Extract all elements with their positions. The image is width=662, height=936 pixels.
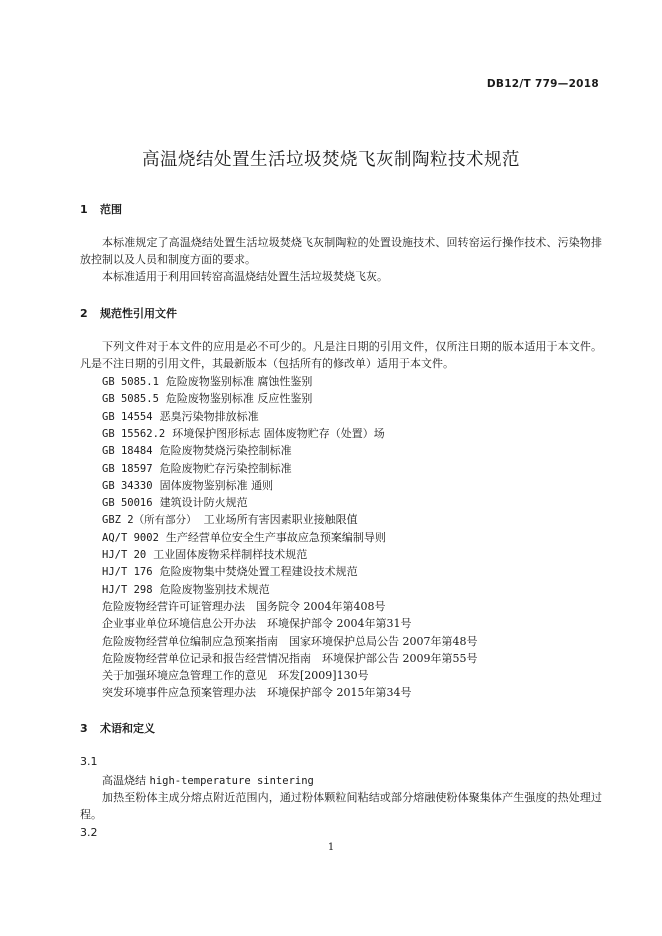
reference-item	[102, 615, 412, 631]
reference-item	[102, 390, 312, 406]
reference-item	[102, 667, 369, 683]
reference-code: HJ/T 20	[102, 549, 147, 561]
term-definition: 加热至粉体主成分熔点附近范围内，通过粉体颗粒间粘结或部分熔融使粉体聚集体产生强度的热处理过程。	[80, 791, 602, 821]
reference-title: 危险废物鉴别标准 腐蚀性鉴别	[165, 375, 313, 388]
reference-item	[102, 563, 358, 579]
section-2-intro: 下列文件对于本文件的应用是必不可少的。凡是注日期的引用文件，仅所注日期的版本适用于本文件。凡是不注日期的引用文件，其最新版本（包括所有的修改单）适用于本文件。	[80, 340, 602, 370]
page-number: 1	[327, 842, 335, 853]
section-1-heading	[80, 201, 122, 217]
section-3-heading	[80, 720, 155, 736]
reference-item	[102, 581, 270, 597]
reference-item	[102, 650, 478, 666]
reference-item	[102, 598, 386, 614]
reference-item	[102, 408, 259, 424]
reference-title: 危险废物贮存污染控制标准	[159, 461, 292, 475]
section-number: 1	[80, 203, 88, 216]
section-title: 术语和定义	[100, 722, 155, 735]
section-title: 范围	[100, 203, 122, 216]
reference-title: 关于加强环境应急管理工作的意见 环发[2009]130号	[102, 669, 369, 683]
term-number: 3.1	[80, 755, 98, 768]
reference-title: 生产经营单位安全生产事故应急预案编制导则	[165, 530, 386, 544]
reference-code: HJ/T 176	[102, 566, 153, 579]
term-name-cn: 高温烧结	[102, 774, 146, 787]
reference-code: GB 5085.5	[102, 393, 159, 406]
term-name	[102, 772, 314, 788]
reference-item	[102, 633, 478, 649]
section-2-heading	[80, 305, 177, 321]
reference-code: GB 5085.1	[102, 376, 159, 388]
reference-item	[102, 546, 307, 562]
reference-title: 突发环境事件应急预案管理办法 环境保护部令 2015年第34号	[102, 686, 412, 700]
section-number: 3	[80, 722, 88, 735]
reference-code: HJ/T 298	[102, 583, 153, 596]
section-1-paragraph: 本标准规定了高温烧结处置生活垃圾焚烧飞灰制陶粒的处置设施技术、回转窑运行操作技术、污染物排放控制以及人员和制度方面的要求。	[80, 236, 602, 266]
reference-code: GB 50016	[102, 497, 153, 510]
reference-title: 工业固体废物采样制样技术规范	[153, 548, 308, 561]
reference-item	[102, 442, 292, 458]
reference-title: 企业事业单位环境信息公开办法 环境保护部令 2004年第31号	[102, 617, 412, 631]
reference-code: GB 18484	[102, 445, 153, 458]
standard-code: DB12/T 779—2018	[486, 78, 599, 90]
reference-item	[102, 373, 312, 389]
term-number: 3.2	[80, 826, 98, 839]
reference-title: 恶臭污染物排放标准	[159, 409, 259, 423]
reference-code: GBZ 2（所有部分）	[102, 514, 197, 527]
reference-title: 危险废物经营单位编制应急预案指南 国家环境保护总局公告 2007年第48号	[102, 634, 478, 648]
reference-code: GB 15562.2	[102, 427, 166, 440]
reference-title: 危险废物经营单位记录和报告经营情况指南 环境保护部公告 2009年第55号	[102, 651, 478, 665]
reference-item	[102, 477, 273, 493]
reference-code: AQ/T 9002	[102, 531, 159, 544]
reference-title: 危险废物经营许可证管理办法 国务院令 2004年第408号	[102, 599, 386, 613]
reference-item	[102, 511, 358, 527]
reference-title: 危险废物鉴别技术规范	[159, 582, 270, 596]
reference-item	[102, 460, 292, 476]
reference-code: GB 18597	[102, 462, 153, 475]
section-1-paragraph: 本标准适用于利用回转窑高温烧结处置生活垃圾焚烧飞灰。	[102, 270, 388, 283]
reference-item	[102, 684, 412, 700]
reference-title: 危险废物焚烧污染控制标准	[159, 444, 292, 458]
reference-title: 建筑设计防火规范	[159, 496, 248, 510]
reference-title: 危险废物集中焚烧处置工程建设技术规范	[159, 565, 358, 579]
reference-title: 环境保护图形标志 固体废物贮存（处置）场	[172, 426, 385, 440]
reference-title: 固体废物鉴别标准 通则	[159, 478, 274, 492]
reference-code: GB 34330	[102, 479, 153, 492]
section-title: 规范性引用文件	[100, 307, 177, 320]
reference-item	[102, 494, 248, 510]
reference-title: 工业场所有害因素职业接触限值	[203, 513, 358, 527]
reference-code: GB 14554	[102, 410, 153, 423]
reference-item	[102, 425, 385, 441]
document-title: 高温烧结处置生活垃圾焚烧飞灰制陶粒技术规范	[142, 150, 520, 170]
term-name-en: high-temperature sintering	[149, 775, 314, 787]
reference-title: 危险废物鉴别标准 反应性鉴别	[165, 392, 313, 406]
section-number: 2	[80, 307, 88, 320]
reference-item	[102, 529, 386, 545]
